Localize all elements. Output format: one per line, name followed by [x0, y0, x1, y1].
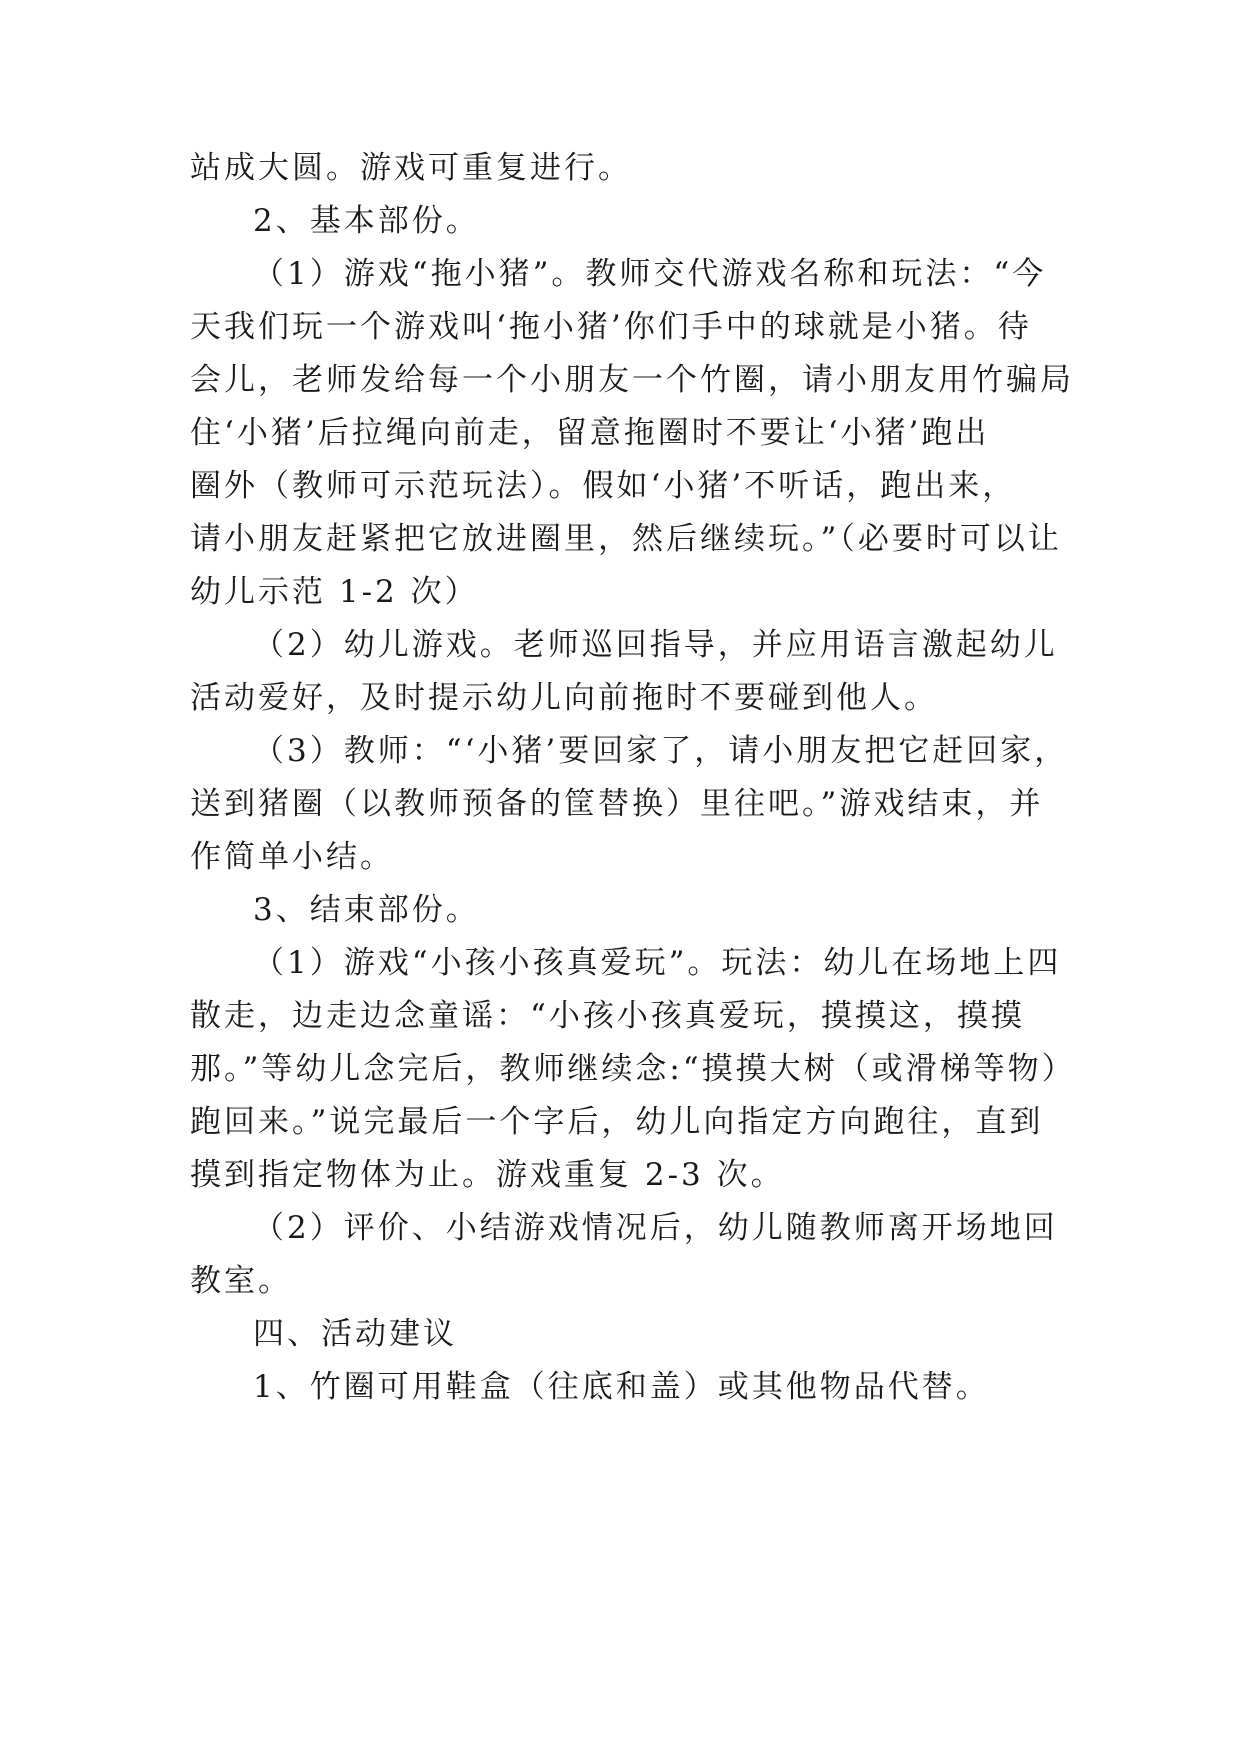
- text-line-12: （3）教师：“‘小猪’要回家了，请小朋友把它赶回家，: [253, 733, 1069, 769]
- text-line-16: （1）游戏“小孩小孩真爱玩”。玩法：幼儿在场地上四: [253, 945, 1062, 981]
- text-line-21: （2）评价、小结游戏情况后，幼儿随教师离开场地回: [253, 1210, 1058, 1246]
- text-line-14: 作简单小结。: [190, 839, 394, 875]
- text-line-13: 送到猪圈（以教师预备的筐替换）里往吧。”游戏结束，并: [190, 786, 1044, 822]
- text-line-3: （1）游戏“拖小猪”。教师交代游戏名称和玩法：“今: [253, 256, 1047, 292]
- text-line-19: 跑回来。”说完最后一个字后，幼儿向指定方向跑往，直到: [190, 1104, 1044, 1140]
- text-line-24: 1、竹圈可用鞋盒（往底和盖）或其他物品代替。: [253, 1369, 990, 1405]
- text-line-5: 会儿，老师发给每一个小朋友一个竹圈，请小朋友用竹骗局: [190, 362, 1074, 398]
- text-line-18: 那。”等幼儿念完后，教师继续念:“摸摸大树（或滑梯等物）: [190, 1051, 1076, 1087]
- text-line-4: 天我们玩一个游戏叫‘拖小猪’你们手中的球就是小猪。待: [190, 309, 1032, 345]
- text-line-7: 圈外（教师可示范玩法）。假如‘小猪’不听话，跑出来，: [190, 468, 1017, 504]
- text-line-20: 摸到指定物体为止。游戏重复 2-3 次。: [190, 1157, 785, 1193]
- section-heading-suggestions: 四、活动建议: [253, 1316, 457, 1352]
- text-line-6: 住‘小猪’后拉绳向前走，留意拖圈时不要让‘小猪’跑出: [190, 415, 990, 451]
- text-line-11: 活动爱好，及时提示幼儿向前拖时不要碰到他人。: [190, 680, 938, 716]
- text-line-9: 幼儿示范 1-2 次）: [190, 574, 479, 610]
- section-heading-closing: 3、结束部份。: [253, 892, 480, 928]
- text-line-22: 教室。: [190, 1263, 292, 1299]
- text-line-17: 散走，边走边念童谣：“小孩小孩真爱玩，摸摸这，摸摸: [190, 998, 1025, 1034]
- text-line-8: 请小朋友赶紧把它放进圈里，然后继续玩。”（必要时可以让: [190, 521, 1062, 557]
- section-heading-basic: 2、基本部份。: [253, 203, 480, 239]
- text-line-10: （2）幼儿游戏。老师巡回指导，并应用语言激起幼儿: [253, 627, 1058, 663]
- text-line-1: 站成大圆。游戏可重复进行。: [190, 150, 632, 186]
